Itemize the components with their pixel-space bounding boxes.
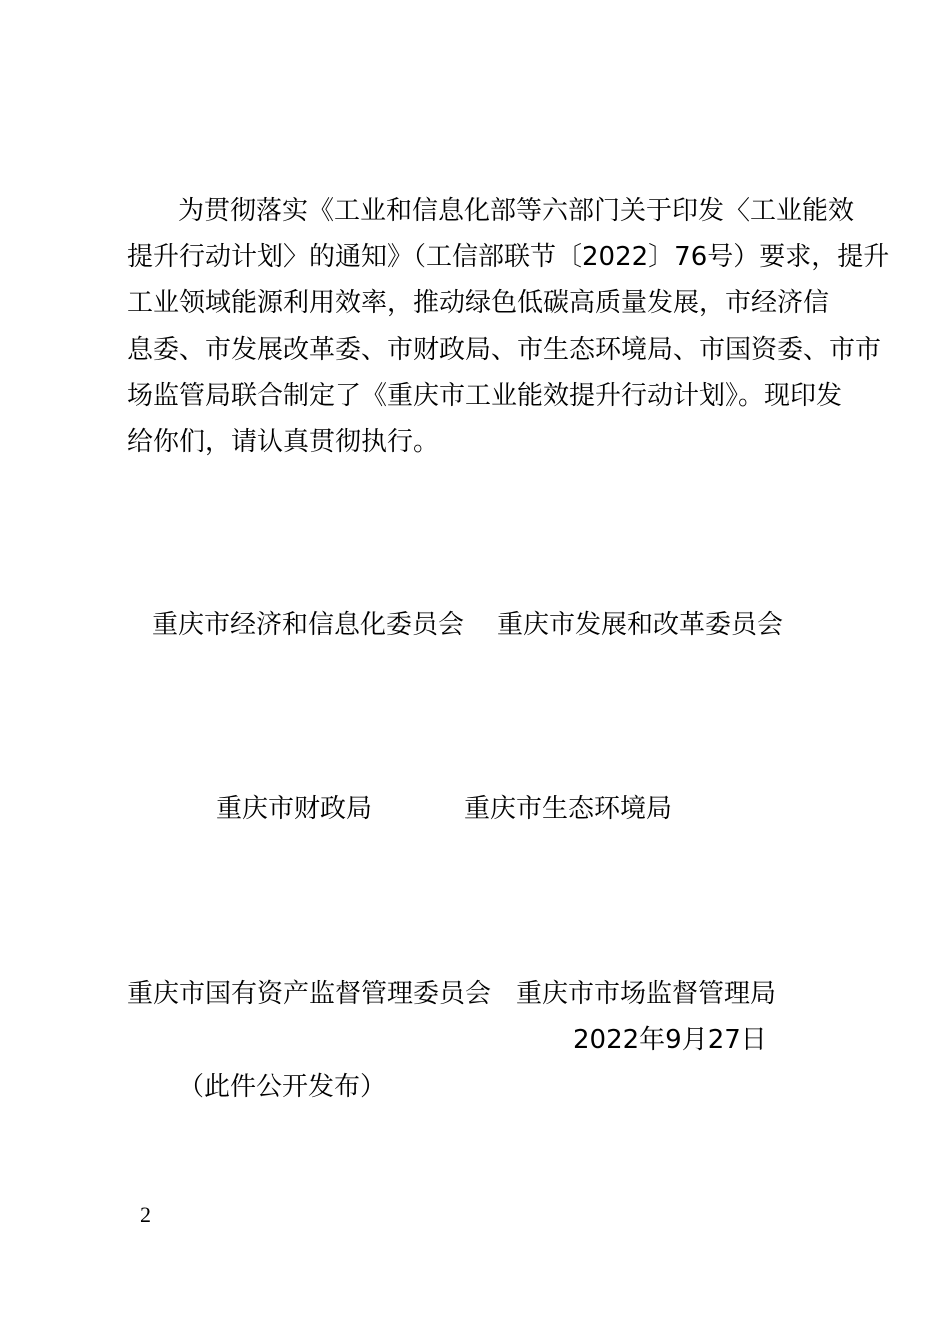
signatory-development-reform-commission: 重庆市发展和改革委员会 [497,610,784,640]
paragraph-line-1: 为贯彻落实《工业和信息化部等六部门关于印发〈工业能效 [178,196,855,226]
paragraph-line-5: 场监管局联合制定了《重庆市工业能效提升行动计划》。现印发 [127,381,843,411]
signatory-sasac: 重庆市国有资产监督管理委员会 [127,979,492,1009]
paragraph-line-2: 提升行动计划〉的通知》（工信部联节〔2022〕76号）要求，提升 [127,242,890,272]
publication-note: （此件公开发布） [178,1072,387,1102]
signatory-finance-bureau: 重庆市财政局 [216,794,373,824]
signatory-econ-info-commission: 重庆市经济和信息化委员会 [152,610,465,640]
signatory-ecology-environment-bureau: 重庆市生态环境局 [464,794,673,824]
issue-date: 2022年9月27日 [573,1025,767,1055]
paragraph-line-6: 给你们，请认真贯彻执行。 [127,427,440,457]
page-number: 2 [140,1202,151,1227]
paragraph-line-4: 息委、市发展改革委、市财政局、市生态环境局、市国资委、市市 [127,335,882,365]
signatory-market-supervision-bureau: 重庆市市场监督管理局 [516,979,777,1009]
paragraph-line-3: 工业领域能源利用效率，推动绿色低碳高质量发展，市经济信 [127,288,830,318]
